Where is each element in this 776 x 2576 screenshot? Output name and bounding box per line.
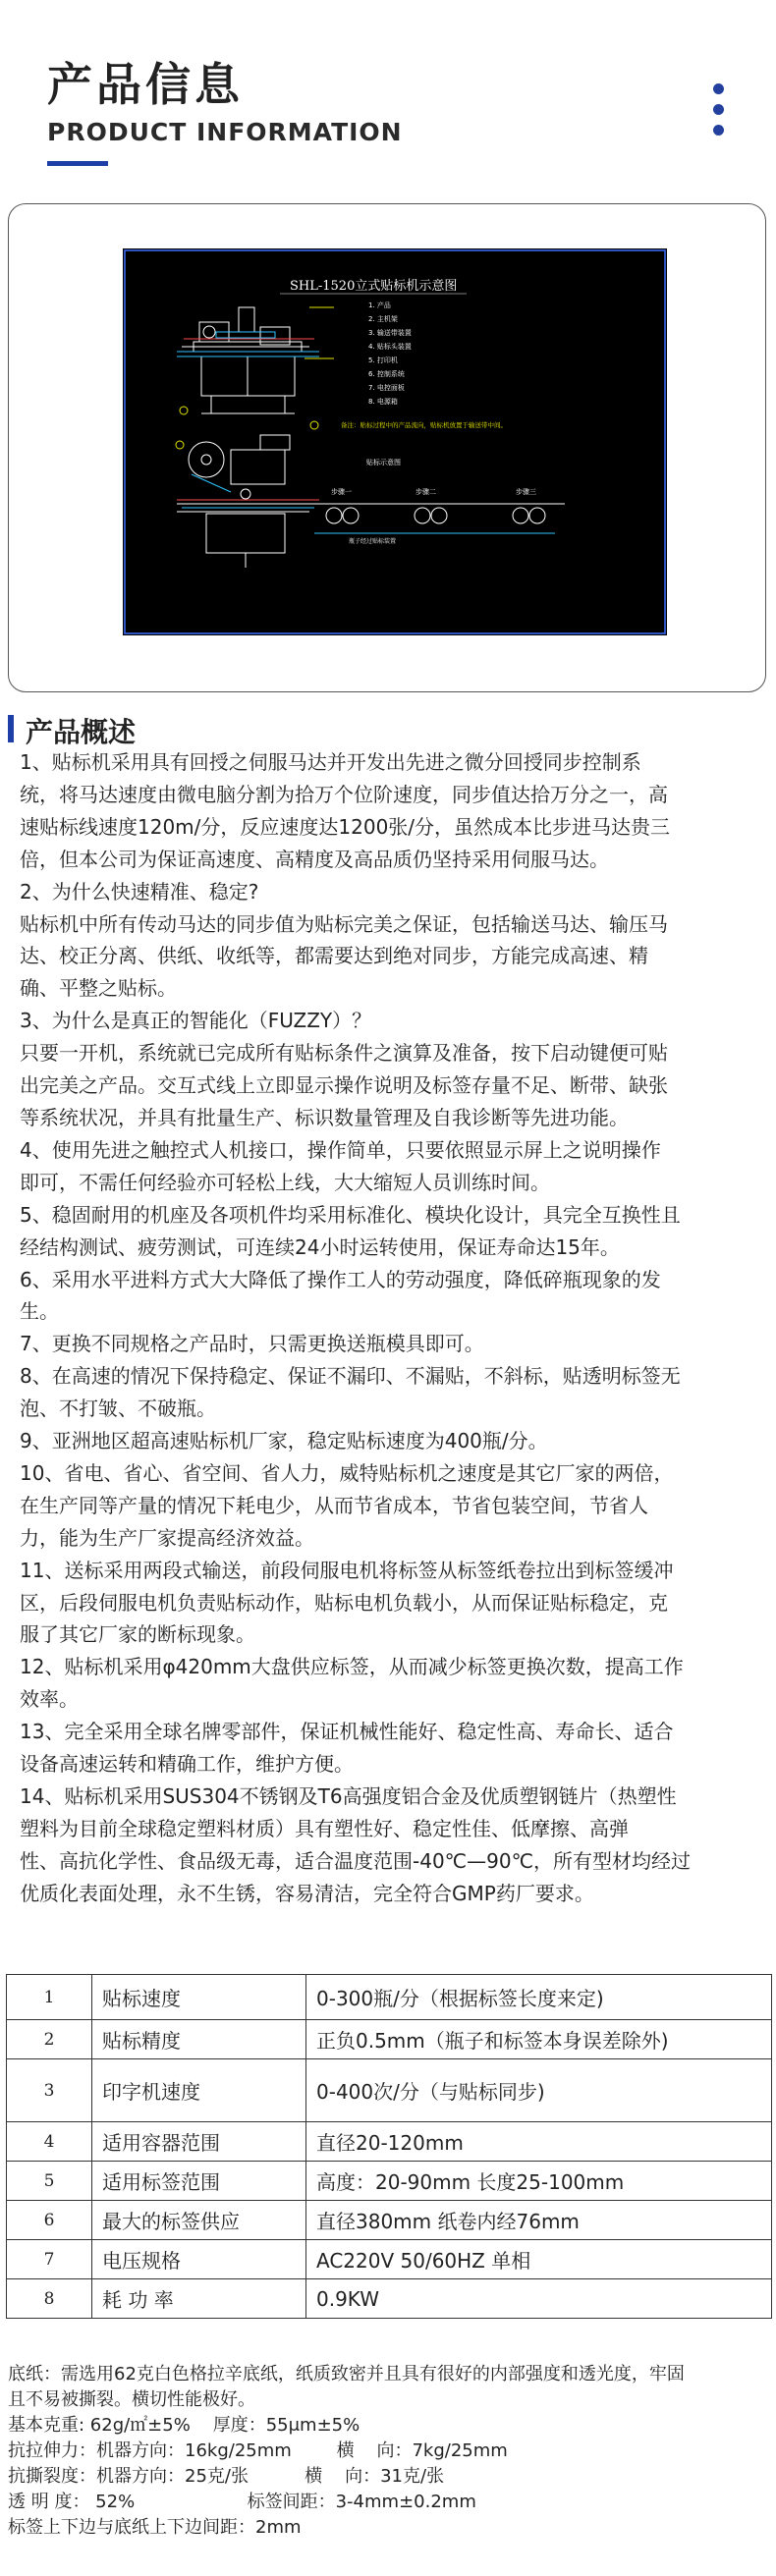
- overview-line: 生。: [20, 1299, 59, 1324]
- legend-item: 4. 贴标头装置: [368, 343, 412, 351]
- overview-line: 区，后段伺服电机负责贴标动作，贴标电机负载小，从而保证贴标稳定，克: [20, 1590, 668, 1615]
- overview-line: 倍，但本公司为保证高速度、高精度及高品质仍坚持采用伺服马达。: [20, 847, 609, 871]
- overview-line: 只要一开机，系统就已完成所有贴标条件之演算及准备，按下启动键便可贴: [20, 1041, 668, 1066]
- spec-no: 7: [7, 2240, 92, 2279]
- note-line: 基本克重: 62g/㎡±5% 厚度：55μm±5%: [8, 2415, 360, 2436]
- legend-item: 3. 输送带装置: [368, 329, 412, 337]
- page-title: 产品信息: [47, 58, 244, 111]
- spec-name: 适用标签范围: [92, 2162, 306, 2201]
- spec-no: 6: [7, 2201, 92, 2240]
- spec-value: 0.9KW: [306, 2279, 772, 2319]
- material-notes: [8, 2362, 766, 2541]
- note-line: 透 明 度： 52% 标签间距：3-4mm±0.2mm: [8, 2492, 476, 2512]
- note-line: 标签上下边与底纸上下边间距：2mm: [8, 2517, 302, 2538]
- overview-line: 11、送标采用两段式输送，前段伺服电机将标签从标签纸卷拉出到标签缓冲: [20, 1558, 674, 1582]
- overview-title: 产品概述: [26, 716, 137, 748]
- spec-value: AC220V 50/60HZ 单相: [306, 2240, 772, 2279]
- spec-row: [7, 2122, 772, 2162]
- spec-name: 最大的标签供应: [92, 2201, 306, 2240]
- overview-line: 在生产同等产量的情况下耗电少，从而节省成本，节省包装空间，节省人: [20, 1493, 648, 1517]
- spec-name: 适用容器范围: [92, 2122, 306, 2162]
- spec-value: 直径20-120mm: [306, 2122, 772, 2162]
- spec-name: 贴标速度: [92, 1975, 306, 2020]
- overview-line: 服了其它厂家的断标现象。: [20, 1622, 255, 1647]
- step-label: 步骤二: [416, 488, 436, 496]
- overview-line: 确、平整之贴标。: [20, 976, 177, 1001]
- spec-name: 印字机速度: [92, 2059, 306, 2122]
- note-line: 抗撕裂度：机器方向：25克/张 横 向：31克/张: [8, 2466, 445, 2487]
- spec-table: [6, 1974, 772, 2319]
- spec-row: [7, 2059, 772, 2122]
- diagram-title: 贴标示意图: [366, 459, 401, 466]
- overview-line: 即可，不需任何经验亦可轻松上线，大大缩短人员训练时间。: [20, 1170, 550, 1194]
- spec-no: 5: [7, 2162, 92, 2201]
- overview-line: 14、贴标机采用SUS304不锈钢及T6高强度铝合金及优质塑钢链片（热塑性: [20, 1784, 677, 1808]
- overview-line: 塑料为目前全球稳定塑料材质）具有塑性好、稳定性佳、低摩擦、高弹: [20, 1816, 629, 1840]
- overview-line: 等系统状况，并具有批量生产、标识数量管理及自我诊断等先进功能。: [20, 1105, 629, 1129]
- overview-line: 12、贴标机采用φ420mm大盘供应标签，从而减少标签更换次数，提高工作: [20, 1655, 684, 1679]
- spec-row: [7, 1975, 772, 2020]
- spec-name: 贴标精度: [92, 2020, 306, 2059]
- spec-no: 1: [7, 1975, 92, 2020]
- overview-line: 4、使用先进之触控式人机接口，操作简单，只要依照显示屏上之说明操作: [20, 1137, 661, 1162]
- drawing-note: 备注：贴标过程中的产品流向，贴标机放置于输送带中间。: [341, 421, 507, 429]
- page-subtitle: PRODUCT INFORMATION: [47, 118, 403, 146]
- legend-item: 5. 打印机: [368, 356, 398, 364]
- step-label: 步骤一: [331, 488, 352, 496]
- spec-no: 2: [7, 2020, 92, 2059]
- more-dots-icon[interactable]: [713, 83, 724, 145]
- spec-value: 0-300瓶/分（根据标签长度来定): [306, 1975, 772, 2020]
- overview-line: 速贴标线速度120m/分，反应速度达1200张/分，虽然成本比步进马达贵三: [20, 814, 671, 839]
- spec-name: 耗 功 率: [92, 2279, 306, 2319]
- spec-no: 3: [7, 2059, 92, 2122]
- overview-line: 13、完全采用全球名牌零部件，保证机械性能好、稳定性高、寿命长、适合: [20, 1720, 674, 1744]
- spec-row: [7, 2279, 772, 2319]
- spec-row: [7, 2162, 772, 2201]
- title-underline: [47, 161, 108, 166]
- legend-item: 1. 产品: [368, 301, 391, 309]
- overview-line: 10、省电、省心、省空间、省人力，威特贴标机之速度是其它厂家的两倍，: [20, 1460, 674, 1485]
- step-caption: 瓶子经过贴标装置: [349, 538, 397, 545]
- spec-row: [7, 2240, 772, 2279]
- note-line: 且不易被撕裂。横切性能极好。: [8, 2389, 255, 2410]
- step-label: 步骤三: [516, 488, 536, 496]
- overview-line: 7、更换不同规格之产品时，只需更换送瓶模具即可。: [20, 1332, 484, 1356]
- schematic-svg: [123, 248, 667, 635]
- spec-value: 直径380mm 纸卷内经76mm: [306, 2201, 772, 2240]
- drawing-frame: [8, 203, 766, 692]
- overview-line: 力，能为生产厂家提高经济效益。: [20, 1525, 314, 1550]
- overview-line: 9、亚洲地区超高速贴标机厂家，稳定贴标速度为400瓶/分。: [20, 1429, 548, 1453]
- spec-value: 0-400次/分（与贴标同步): [306, 2059, 772, 2122]
- overview-line: 8、在高速的情况下保持稳定、保证不漏印、不漏贴，不斜标，贴透明标签无: [20, 1364, 681, 1389]
- page-header: [0, 0, 776, 187]
- overview-line: 达、校正分离、供纸、收纸等，都需要达到绝对同步，方能完成高速、精: [20, 944, 648, 968]
- legend-item: 6. 控制系统: [368, 370, 405, 378]
- legend-item: 2. 主机架: [368, 315, 398, 323]
- spec-no: 8: [7, 2279, 92, 2319]
- overview-line: 5、稳固耐用的机座及各项机件均采用标准化、模块化设计，具完全互换性且: [20, 1202, 681, 1227]
- overview-line: 统，将马达速度由微电脑分割为拾万个位阶速度，同步值达拾万分之一，高: [20, 782, 668, 806]
- section-marker: [8, 715, 14, 742]
- overview-line: 出完美之产品。交互式线上立即显示操作说明及标签存量不足、断带、缺张: [20, 1073, 668, 1098]
- machine-schematic: [123, 248, 667, 635]
- note-line: 底纸：需选用62克白色格拉辛底纸，纸质致密并且具有很好的内部强度和透光度，牢固: [8, 2364, 685, 2384]
- spec-value: 高度：20-90mm 长度25-100mm: [306, 2162, 772, 2201]
- spec-no: 4: [7, 2122, 92, 2162]
- overview-line: 3、为什么是真正的智能化（FUZZY）？: [20, 1009, 372, 1033]
- overview-line: 贴标机中所有传动马达的同步值为贴标完美之保证，包括输送马达、输压马: [20, 911, 668, 936]
- spec-value: 正负0.5mm（瓶子和标签本身误差除外): [306, 2020, 772, 2059]
- legend-item: 8. 电源箱: [368, 398, 398, 406]
- overview-line: 优质化表面处理，永不生锈，容易清洁，完全符合GMP药厂要求。: [20, 1881, 594, 1905]
- overview-line: 6、采用水平进料方式大大降低了操作工人的劳动强度，降低碎瓶现象的发: [20, 1267, 661, 1291]
- legend-item: 7. 电控面板: [368, 384, 405, 392]
- overview-line: 性、高抗化学性、食品级无毒，适合温度范围-40℃—90℃，所有型材均经过: [20, 1848, 692, 1873]
- overview-line: 2、为什么快速精准、稳定?: [20, 879, 259, 904]
- overview-line: 设备高速运转和精确工作，维护方便。: [20, 1752, 354, 1777]
- overview-text: [20, 746, 754, 1910]
- spec-name: 电压规格: [92, 2240, 306, 2279]
- drawing-title: SHL-1520立式贴标机示意图: [290, 279, 458, 294]
- overview-line: 1、贴标机采用具有回授之伺服马达并开发出先进之微分回授同步控制系: [20, 750, 641, 774]
- overview-line: 泡、不打皱、不破瓶。: [20, 1397, 216, 1421]
- note-line: 抗拉伸力：机器方向：16kg/25mm 横 向：7kg/25mm: [8, 2440, 508, 2461]
- spec-row: [7, 2020, 772, 2059]
- overview-line: 经结构测试、疲劳测试，可连续24小时运转使用，保证寿命达15年。: [20, 1234, 620, 1259]
- overview-line: 效率。: [20, 1687, 79, 1712]
- spec-row: [7, 2201, 772, 2240]
